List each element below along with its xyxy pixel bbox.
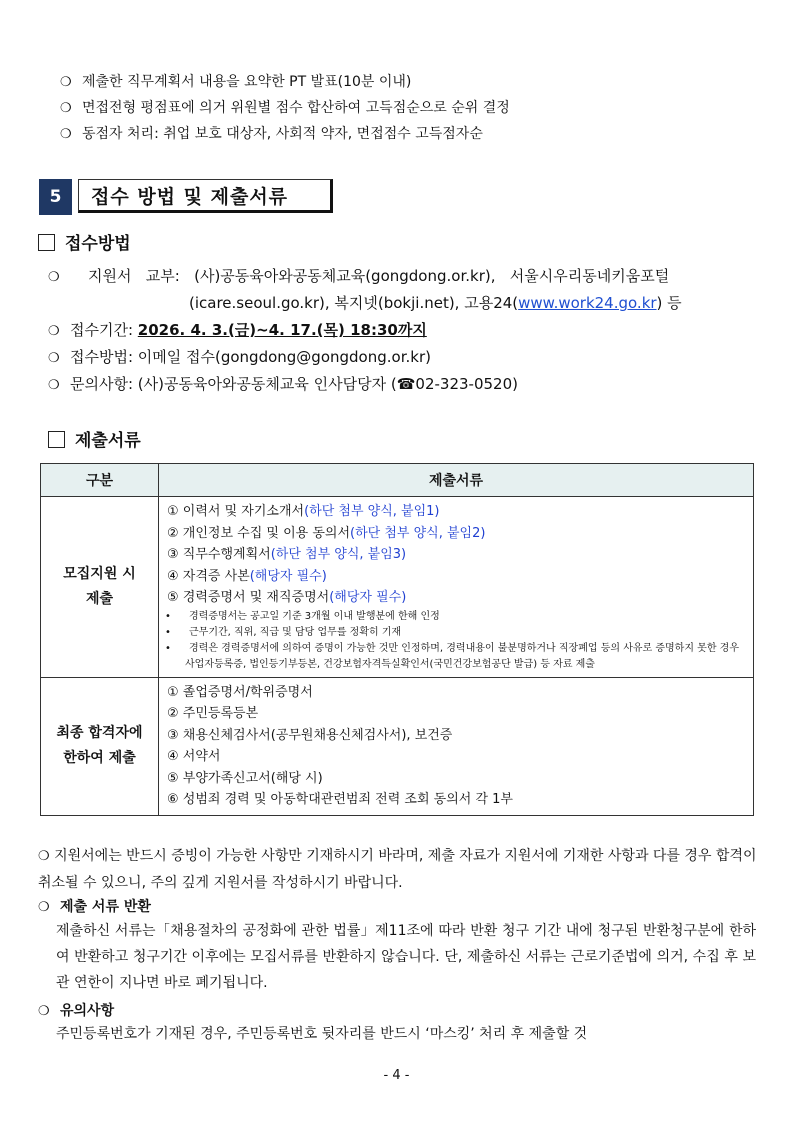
caution-text: 주민등록번호가 기재된 경우, 주민등록번호 뒷자리를 반드시 ‘마스킹’ 처리 후 제출할 것 (56, 1026, 588, 1042)
bullet-icon: ❍ (38, 900, 50, 915)
section-heading (39, 179, 335, 215)
bullet-icon: ❍ (38, 1004, 50, 1019)
documents-table (40, 463, 754, 816)
bullet-icon: ❍ (48, 324, 60, 339)
bullet-line: ❍ 면접전형 평점표에 의거 위원별 점수 합산하여 고득점순으로 순위 결정 (60, 98, 510, 119)
list-item: ① 졸업증명서/학위증명서 (167, 684, 313, 700)
checkbox-icon (48, 431, 65, 448)
list-item: ② 주민등록등본 (167, 706, 259, 721)
work24-link[interactable]: www.work24.go.kr (518, 294, 657, 312)
return-heading: ❍ 제출 서류 반환 (38, 895, 151, 920)
list-item: ④ 서약서 (167, 749, 221, 764)
bullet-icon: ❍ (48, 351, 60, 366)
list-item: ③ 직무수행계획서(하단 첨부 양식, 붙임3) (167, 547, 407, 562)
caution-heading: ❍ 유의사항 (38, 999, 114, 1024)
page-number: - 4 - (383, 1068, 410, 1083)
bullet-icon: ❍ (60, 101, 72, 116)
row-label: 최종 합격자에 한하여 제출 (41, 677, 159, 815)
note-item: • 경력은 경력증명서에 의하여 증명이 가능한 것만 인정하며, 경력내용이 불분명하거나 직장폐업 등의 사유로 증명하지 못한 경우 사업자등록증, 법인등기부등본, 건강보험자격득실확인서(국민건강보험공단 발급) 등 자료 제출 (165, 642, 739, 670)
header-category: 구분 (41, 464, 159, 497)
warning-notice: ❍ 지원서에는 반드시 증빙이 가능한 사항만 기재하시기 바라며, 제출 자료가 지원서에 기재한 사항과 다를 경우 합격이 취소될 수 있으니, 주의 깊게 지원서를 작성하시기 바랍니다. (38, 848, 757, 891)
bullet-icon: ❍ (38, 849, 50, 864)
note-item: • 경력증명서는 공고일 기준 3개월 이내 발행분에 한해 인정 (165, 610, 440, 622)
section-number: 5 (39, 179, 72, 215)
list-item: ⑥ 성범죄 경력 및 아동학대관련범죄 전력 조회 동의서 각 1부 (167, 792, 513, 807)
subheading-reception: 접수방법 (38, 233, 131, 255)
apply-line-2: (icare.seoul.go.kr), 복지넷(bokji.net), 고용24(www.work24.go.kr) 등 (189, 294, 682, 312)
list-item: ⑤ 경력증명서 및 재직증명서(해당자 필수) (167, 590, 407, 605)
contact-line: ❍ 문의사항: (사)공동육아와공동체교육 인사담당자 (☎02-323-0520) (48, 373, 518, 397)
list-item: ⑤ 부양가족신고서(해당 시) (167, 770, 323, 786)
apply-line-1: ❍ 지원서 교부: (사)공동육아와공동체교육(gongdong.or.kr), 서울시우리동네키움포털 (48, 265, 669, 289)
bullet-icon: ❍ (48, 270, 60, 285)
table-header-row (41, 464, 754, 497)
period-line: ❍ 접수기간: 2026. 4. 3.(금)~4. 17.(목) 18:30까지 (48, 319, 427, 343)
bullet-icon: ❍ (48, 378, 60, 393)
return-text: 제출하신 서류는「채용절차의 공정화에 관한 법률」제11조에 따라 반환 청구 기간 내에 청구된 반환청구분에 한하여 반환하고 청구기간 이후에는 모집서류를 반환하지 않습니다. 단, 제출하신 서류는 근로기준법에 의거, 수집 후 보관 연한이 지나면 바로 폐기됩니다. (56, 923, 756, 991)
list-item: ② 개인정보 수집 및 이용 동의서(하단 첨부 양식, 붙임2) (167, 525, 486, 541)
table-row (41, 677, 754, 815)
phone-icon: ☎ (396, 375, 416, 393)
bullet-icon: ❍ (60, 75, 72, 90)
method-line: ❍ 접수방법: 이메일 접수(gongdong@gongdong.or.kr) (48, 346, 431, 370)
subheading-docs: 제출서류 (48, 430, 141, 452)
period-value: 2026. 4. 3.(금)~4. 17.(목) 18:30까지 (137, 321, 427, 339)
table-row (41, 497, 754, 678)
section-title: 접수 방법 및 제출서류 (78, 179, 333, 213)
list-item: ① 이력서 및 자기소개서(하단 첨부 양식, 붙임1) (167, 504, 440, 519)
list-item: ③ 채용신체검사서(공무원채용신체검사서), 보건증 (167, 727, 453, 743)
row-items (159, 497, 754, 678)
bullet-line: ❍ 동점자 처리: 취업 보호 대상자, 사회적 약자, 면접점수 고득점자순 (60, 124, 483, 145)
row-label: 모집지원 시 제출 (41, 497, 159, 678)
row-items (159, 677, 754, 815)
list-item: ④ 자격증 사본(해당자 필수) (167, 568, 327, 584)
checkbox-icon (38, 234, 55, 251)
bullet-icon: ❍ (60, 127, 72, 142)
note-item: • 근무기간, 직위, 직급 및 담당 업무를 정확히 기재 (165, 626, 402, 638)
bullet-line: ❍ 제출한 직무계획서 내용을 요약한 PT 발표(10분 이내) (60, 72, 411, 93)
header-documents: 제출서류 (159, 464, 754, 497)
